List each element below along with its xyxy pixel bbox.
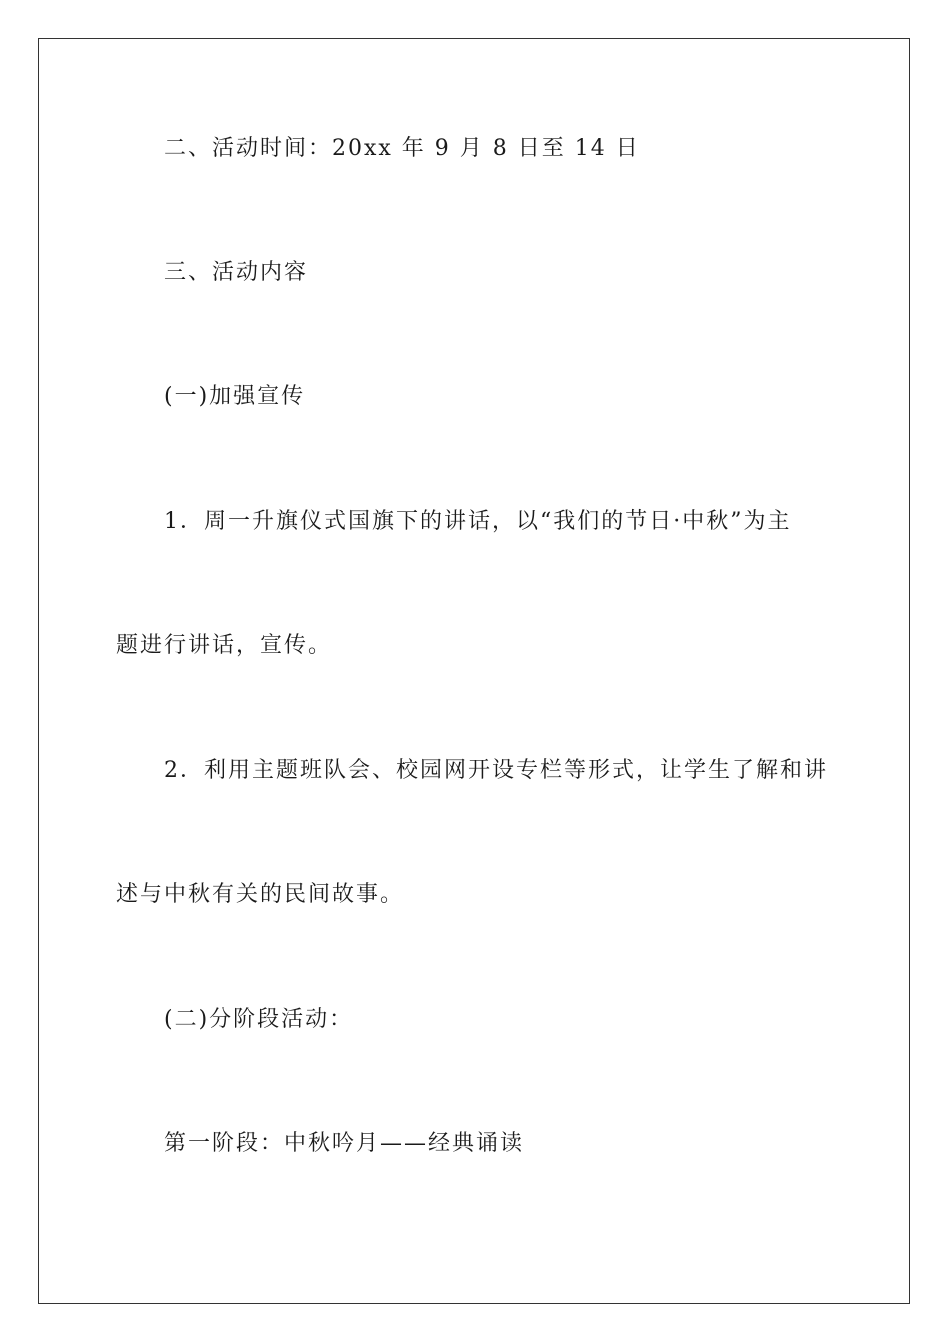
page-border [38, 38, 910, 1304]
activity-content-heading: 三、活动内容 [164, 260, 309, 285]
stages-subheading: (二)分阶段活动： [164, 1007, 354, 1032]
stage-1-line: 第一阶段：中秋吟月——经典诵读 [164, 1131, 525, 1156]
item-2-line-1: 2．利用主题班队会、校园网开设专栏等形式，让学生了解和讲 [164, 758, 828, 783]
item-1-line-1: 1．周一升旗仪式国旗下的讲话，以“我们的节日·中秋”为主 [164, 509, 792, 534]
publicity-subheading: (一)加强宣传 [164, 384, 306, 409]
activity-time-line: 二、活动时间：20xx 年 9 月 8 日至 14 日 [164, 136, 640, 161]
item-1-line-2: 题进行讲话，宣传。 [116, 633, 333, 658]
item-2-line-2: 述与中秋有关的民间故事。 [116, 882, 405, 907]
